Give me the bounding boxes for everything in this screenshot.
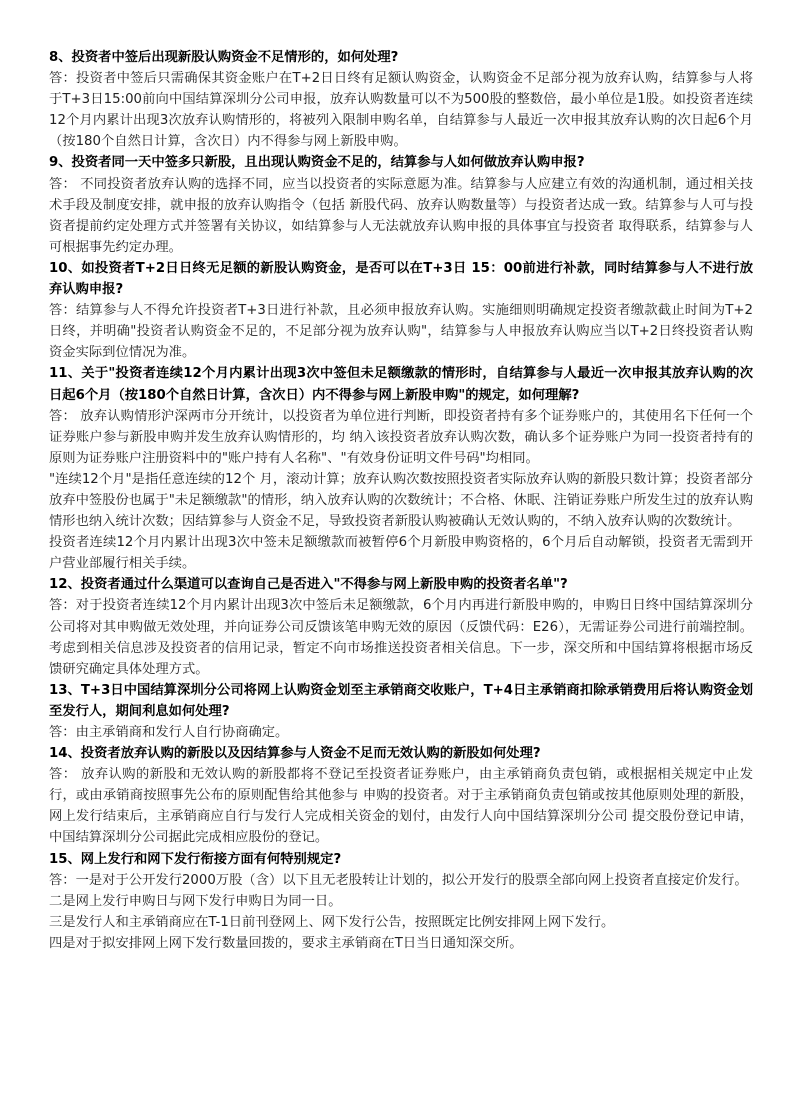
answer-11-paragraph-2: "连续12个月"是指任意连续的12个 月，滚动计算；放弃认购次数按照投资者实际放弃认购的新股只数计算；投资者部分放弃中签股份也属于"未足额缴款"的情形，纳入放弃认购的次数统计；不合格、休眠、注销证券账户所发生过的放弃认购情形也纳入统计次数；因结算参与人资金不足，导致投资者新股认购被确认无效认购的，不纳入放弃认购的次数统计。 — [49, 471, 753, 530]
faq-item-14 — [49, 743, 753, 848]
question-11: 11、关于"投资者连续12个月内累计出现3次中签但未足额缴款的情形时，自结算参与人最近一次申报其放弃认购的次日起6个月（按180个自然日计算，含次日）内不得参与网上新股申购"的规定，如何理解? — [49, 366, 753, 403]
answer-11-paragraph-3: 投资者连续12个月内累计出现3次中签未足额缴款而被暂停6个月新股申购资格的，6个月后自动解锁，投资者无需到开户营业部履行相关手续。 — [49, 535, 753, 572]
question-9: 9、投资者同一天中签多只新股，且出现认购资金不足的，结算参与人如何做放弃认购申报? — [49, 155, 585, 171]
answer-15-paragraph-3: 三是发行人和主承销商应在T-1日前刊登网上、网下发行公告，按照既定比例安排网上网下发行。 — [49, 914, 615, 930]
answer-15-paragraph-4: 四是对于拟安排网上网下发行数量回拨的，要求主承销商在T日当日通知深交所。 — [49, 935, 523, 951]
answer-9: 答： 不同投资者放弃认购的选择不同，应当以投资者的实际意愿为准。结算参与人应建立有效的沟通机制，通过相关技术手段及制度安排，就申报的放弃认购指令（包括 新股代码、放弃认购数量等）与投资者达成一致。结算参与人可与投资者提前约定处理方式并签署有关协议，如结算参与人无法就放弃认购申报的具体事宜与投资者 取得联系，结算参与人可根据事先约定办理。 — [49, 176, 753, 255]
faq-item-12 — [49, 574, 753, 679]
faq-document — [49, 47, 753, 954]
question-15: 15、网上发行和网下发行衔接方面有何特别规定? — [49, 851, 342, 867]
answer-12: 答：对于投资者连续12个月内累计出现3次中签后未足额缴款，6个月内再进行新股申购的，申购日日终中国结算深圳分公司将对其申购做无效处理，并向证券公司反馈该笔申购无效的原因（反馈代码：E26），无需证券公司进行前端控制。考虑到相关信息涉及投资者的信用记录，暂定不向市场推送投资者相关信息。下一步，深交所和中国结算将根据市场反馈研究确定具体处理方式。 — [49, 598, 753, 677]
answer-13: 答：由主承销商和发行人自行协商确定。 — [49, 725, 289, 740]
question-10: 10、如投资者T+2日日终无足额的新股认购资金，是否可以在T+3日 15：00前进行补款，同时结算参与人不进行放弃认购申报? — [49, 260, 753, 298]
question-14: 14、投资者放弃认购的新股以及因结算参与人资金不足而无效认购的新股如何处理? — [49, 746, 541, 762]
faq-item-10 — [49, 258, 753, 363]
faq-item-11 — [49, 363, 753, 574]
faq-item-8 — [49, 47, 753, 152]
answer-8: 答：投资者中签后只需确保其资金账户在T+2日日终有足额认购资金，认购资金不足部分视为放弃认购，结算参与人将于T+3日15:00前向中国结算深圳分公司申报，放弃认购数量可以不为500股的整数倍，最小单位是1股。如投资者连续12个月内累计出现3次放弃认购情形的，将被列入限制申购名单，自结算参与人最近一次申报其放弃认购的次日起6个月（按180个自然日计算，含次日）内不得参与网上新股申购。 — [49, 71, 753, 150]
answer-15-paragraph-2: 二是网上发行申购日与网下发行申购日为同一日。 — [49, 893, 342, 909]
answer-11: 答： 放弃认购情形沪深两市分开统计，以投资者为单位进行判断，即投资者持有多个证券账户的，其使用名下任何一个证券账户参与新股申购并发生放弃认购情形的，均 纳入该投资者放弃认购次数，确认多个证券账户为同一投资者持有的原则为证券账户注册资料中的"账户持有人名称"、"有效身份证明文件号码"均相同。 — [49, 408, 753, 466]
answer-10: 答：结算参与人不得允许投资者T+3日进行补款，且必须申报放弃认购。实施细则明确规定投资者缴款截止时间为T+2日终，并明确"投资者认购资金不足的，不足部分视为放弃认购"，结算参与人申报放弃认购应当以T+2日终投资者认购资金实际到位情况为准。 — [49, 303, 753, 361]
question-13: 13、T+3日中国结算深圳分公司将网上认购资金划至主承销商交收账户，T+4日主承销商扣除承销费用后将认购资金划至发行人，期间利息如何处理? — [49, 682, 753, 719]
faq-item-13 — [49, 680, 753, 743]
answer-14: 答： 放弃认购的新股和无效认购的新股都将不登记至投资者证券账户，由主承销商负责包销，或根据相关规定中止发行，或由承销商按照事先公布的原则配售给其他参与 申购的投资者。对于主承销商负责包销或按其他原则处理的新股，网上发行结束后，主承销商应自行与发行人完成相关资金的划付，由发行人向中国结算深圳分公司 提交股份登记申请，中国结算深圳分公司据此完成相应股份的登记。 — [49, 767, 753, 846]
question-8: 8、投资者中签后出现新股认购资金不足情形的，如何处理? — [49, 50, 399, 65]
answer-15: 答：一是对于公开发行2000万股（含）以下且无老股转让计划的，拟公开发行的股票全部向网上投资者直接定价发行。 — [49, 872, 748, 888]
question-12: 12、投资者通过什么渠道可以查询自己是否进入"不得参与网上新股申购的投资者名单"? — [49, 577, 568, 593]
faq-item-9 — [49, 152, 753, 257]
faq-item-15 — [49, 849, 753, 954]
